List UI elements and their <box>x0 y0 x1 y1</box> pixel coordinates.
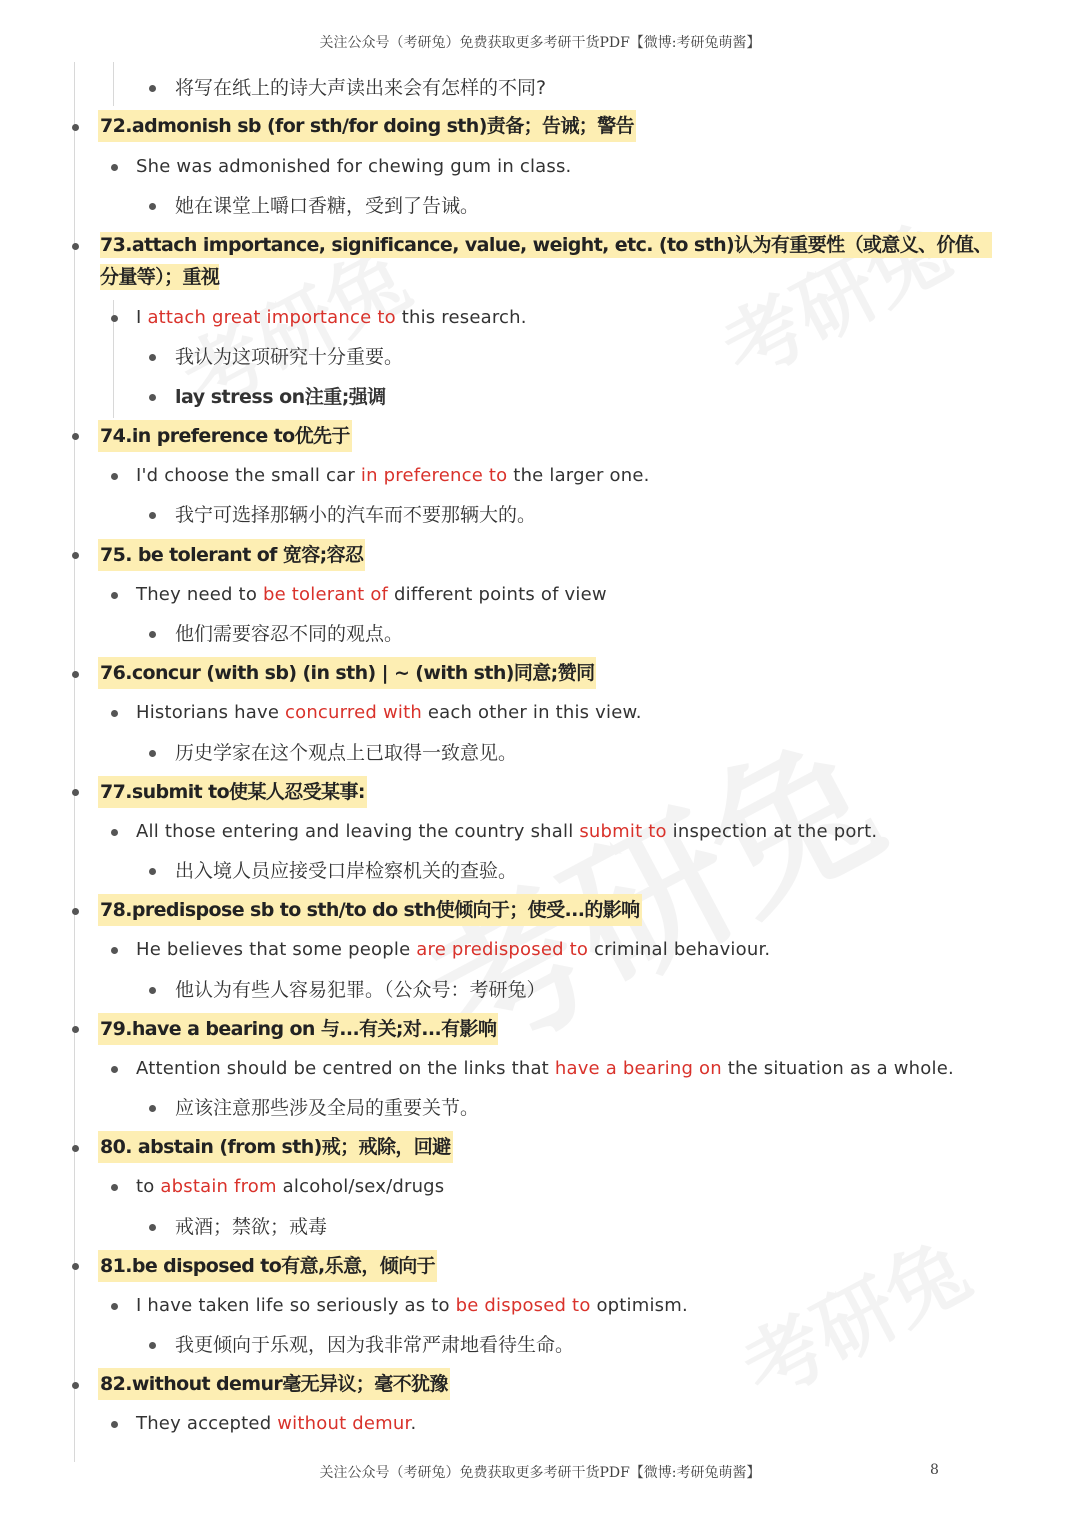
bullet-icon <box>111 829 118 836</box>
translation-text: 出入境人员应接受口岸检察机关的查验。 <box>175 860 518 882</box>
entry-heading: 79.have a bearing on 与...有关;对...有影响 <box>98 1013 498 1045</box>
translation-text: 我认为这项研究十分重要。 <box>175 346 404 368</box>
bullet-icon <box>149 85 156 92</box>
watermark <box>720 1207 986 1421</box>
example-sentence: He believes that some people are predisposed to criminal behaviour. <box>136 939 771 960</box>
bullet-icon <box>111 592 118 599</box>
translation-text: 她在课堂上嚼口香糖，受到了告诫。 <box>175 195 480 217</box>
bullet-icon <box>111 947 118 954</box>
example-sentence: I attach great importance to this research. <box>136 307 527 328</box>
indent-guide <box>74 62 75 1462</box>
translation-text: 应该注意那些涉及全局的重要关节。 <box>175 1097 480 1119</box>
example-sentence: She was admonished for chewing gum in class. <box>136 156 572 177</box>
bullet-icon <box>72 789 79 796</box>
translation-text: 戒酒；禁欲；戒毒 <box>175 1216 328 1238</box>
page-header: 关注公众号（考研兔）免费获取更多考研干货PDF【微博:考研兔萌酱】 <box>319 35 761 51</box>
bullet-icon <box>111 1421 118 1428</box>
example-sentence: They need to be tolerant of different points of view <box>136 584 607 605</box>
bullet-icon <box>111 1066 118 1073</box>
entry-heading: 73.attach importance, significance, value, weight, etc. (to sth)认为有重要性（或意义、价值、分量等）；重视 <box>100 234 992 288</box>
page-number: 8 <box>930 1462 939 1478</box>
translation-text: 他们需要容忍不同的观点。 <box>175 623 404 645</box>
translation-text: 我更倾向于乐观，因为我非常严肃地看待生命。 <box>175 1334 575 1356</box>
watermark <box>700 187 966 401</box>
bullet-icon <box>149 987 156 994</box>
bullet-icon <box>149 203 156 210</box>
bullet-icon <box>72 671 79 678</box>
bullet-icon <box>111 710 118 717</box>
translation-text: 将写在纸上的诗大声读出来会有怎样的不同? <box>175 77 547 99</box>
entry-heading: 80. abstain (from sth)戒；戒除，回避 <box>98 1131 453 1163</box>
entry-heading: 76.concur (with sb) (in sth) | ~ (with sth)同意;赞同 <box>98 657 596 689</box>
example-sentence: They accepted without demur. <box>136 1413 417 1434</box>
entry-heading: 82.without demur毫无异议；毫不犹豫 <box>98 1368 450 1400</box>
example-sentence: I'd choose the small car in preference to the larger one. <box>136 465 650 486</box>
entry-heading: 78.predispose sb to sth/to do sth使倾向于；使受...的影响 <box>98 894 642 926</box>
bullet-icon <box>111 473 118 480</box>
bullet-icon <box>72 124 79 131</box>
entry-heading: 72.admonish sb (for sth/for doing sth)责备；告诫；警告 <box>98 110 636 142</box>
entry-heading: 77.submit to使某人忍受某事: <box>98 776 367 808</box>
bullet-icon <box>72 433 79 440</box>
bullet-icon <box>72 552 79 559</box>
bullet-icon <box>72 1145 79 1152</box>
bullet-icon <box>149 868 156 875</box>
bullet-icon <box>111 164 118 171</box>
bullet-icon <box>149 394 156 401</box>
bullet-icon <box>149 1224 156 1231</box>
example-sentence: Historians have concurred with each other in this view. <box>136 702 642 723</box>
bullet-icon <box>111 1303 118 1310</box>
bullet-icon <box>72 1263 79 1270</box>
related-phrase: lay stress on注重;强调 <box>175 386 386 408</box>
example-sentence: I have taken life so seriously as to be disposed to optimism. <box>136 1295 688 1316</box>
bullet-icon <box>111 315 118 322</box>
bullet-icon <box>111 1184 118 1191</box>
translation-text: 他认为有些人容易犯罪。（公众号：考研兔） <box>175 979 546 1001</box>
bullet-icon <box>149 631 156 638</box>
bullet-icon <box>149 512 156 519</box>
bullet-icon <box>149 750 156 757</box>
entry-heading: 75. be tolerant of 宽容;容忍 <box>98 539 365 571</box>
bullet-icon <box>72 1026 79 1033</box>
bullet-icon <box>72 243 79 250</box>
example-sentence: to abstain from alcohol/sex/drugs <box>136 1176 445 1197</box>
page-footer: 关注公众号（考研兔）免费获取更多考研干货PDF【微博:考研兔萌酱】 <box>319 1465 761 1481</box>
entry-heading: 81.be disposed to有意,乐意，倾向于 <box>98 1250 437 1282</box>
bullet-icon <box>72 908 79 915</box>
example-sentence: Attention should be centred on the links that have a bearing on the situation as a whole. <box>136 1058 954 1079</box>
bullet-icon <box>72 1382 79 1389</box>
bullet-icon <box>149 1105 156 1112</box>
example-sentence: All those entering and leaving the country shall submit to inspection at the port. <box>136 821 878 842</box>
bullet-icon <box>149 354 156 361</box>
translation-text: 我宁可选择那辆小的汽车而不要那辆大的。 <box>175 504 537 526</box>
translation-text: 历史学家在这个观点上已取得一致意见。 <box>175 742 518 764</box>
indent-guide <box>113 62 114 106</box>
entry-heading: 74.in preference to优先于 <box>98 420 352 452</box>
bullet-icon <box>149 1342 156 1349</box>
